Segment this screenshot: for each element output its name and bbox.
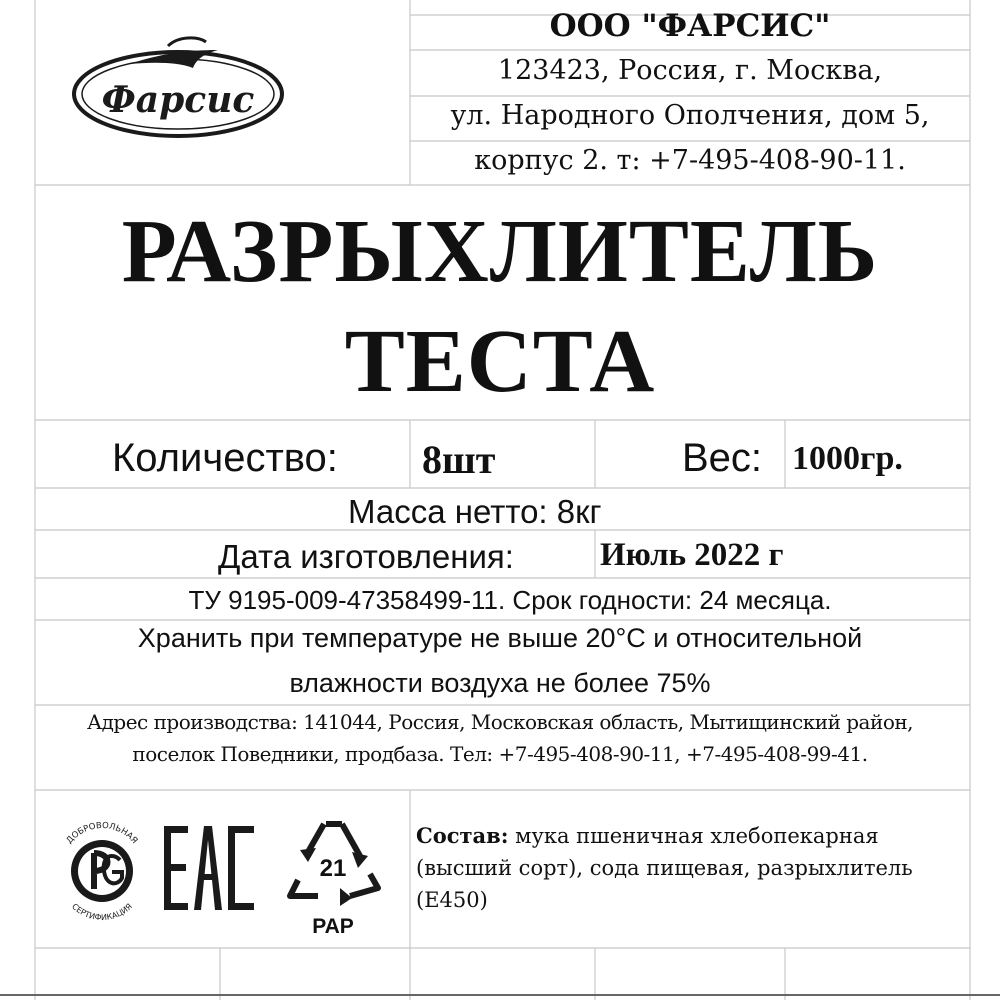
- product-title-line-2: ТЕСТА: [344, 312, 656, 411]
- product-title-line-1: РАЗРЫХЛИТЕЛЬ: [121, 202, 879, 301]
- tu-shelf-life: ТУ 9195-009-47358499-11. Срок годности: 24 месяца.: [188, 585, 832, 615]
- address-line-2: ул. Народного Ополчения, дом 5,: [450, 100, 930, 131]
- recycle-label: PAP: [312, 915, 354, 938]
- address-line-1: 123423, Россия, г. Москва,: [497, 55, 883, 86]
- storage-conditions-line-1: Хранить при температуре не выше 20°С и относительной: [137, 623, 863, 653]
- manufacture-date-label: Дата изготовления:: [218, 538, 514, 575]
- net-mass: Масса нетто: 8кг: [348, 493, 602, 530]
- storage-conditions-line-2: влажности воздуха не более 75%: [289, 668, 711, 698]
- composition: [416, 820, 976, 916]
- eac-mark-icon: [160, 822, 260, 914]
- quantity-value: 8шт: [422, 437, 496, 482]
- rst-bottom-text: СЕРТИФИКАЦИЯ: [70, 901, 134, 923]
- weight-value: 1000гр.: [792, 440, 903, 477]
- rst-certification-icon: [52, 808, 152, 928]
- weight-label: Вес:: [682, 436, 763, 480]
- logo-text: Фарсис: [101, 79, 255, 121]
- manufacture-date-value: Июль 2022 г: [600, 537, 784, 573]
- composition-label: Состав:: [416, 823, 509, 848]
- quantity-label: Количество:: [112, 436, 338, 480]
- production-address-line-1: Адрес производства: 141044, Россия, Московская область, Мытищинский район,: [86, 710, 914, 734]
- recycle-number: 21: [319, 855, 347, 882]
- composition-text: мука пшеничная хлебопекарная (высший сорт), сода пищевая, разрыхлитель (Е450): [416, 824, 913, 912]
- company-name: ООО "ФАРСИС": [549, 8, 831, 44]
- farsis-logo: [68, 32, 290, 142]
- rst-top-text: ДОБРОВОЛЬНАЯ: [64, 820, 140, 846]
- address-line-3: корпус 2. т: +7-495-408-90-11.: [474, 145, 906, 176]
- svg-text:СЕРТИФИКАЦИЯ: [70, 902, 134, 922]
- production-address-line-2: поселок Поведники, продбаза. Тел: +7-495-408-90-11, +7-495-408-99-41.: [132, 742, 868, 766]
